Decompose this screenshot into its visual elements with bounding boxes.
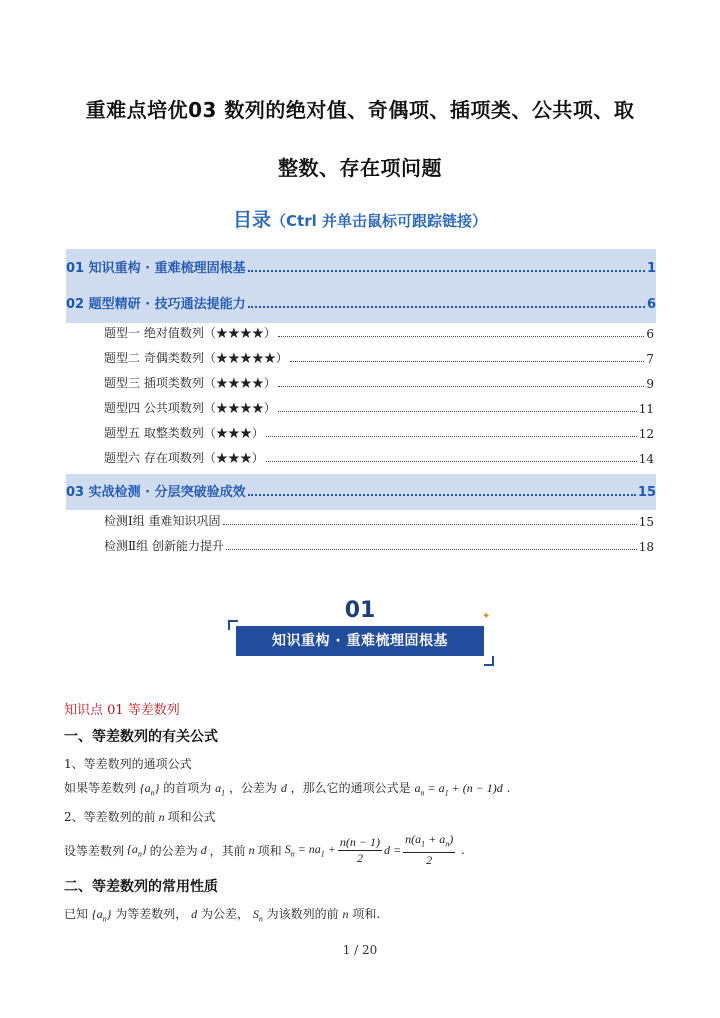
text-run: 的公差为 xyxy=(149,843,198,858)
toc-type-page: 14 xyxy=(638,452,654,466)
toc-leader xyxy=(266,461,637,462)
toc-leader xyxy=(226,549,637,550)
text-run: 2、等差数列的前 xyxy=(64,810,156,824)
toc-type-page: 12 xyxy=(638,427,654,441)
toc-type-link[interactable] xyxy=(104,423,654,441)
page-number: 1 / 20 xyxy=(342,943,378,957)
toc-leader xyxy=(278,411,637,412)
paragraph-general-term: 如果等差数列 $\{a_n\}$ 的首项为 $a_1$ ，公差为 d ，那么它的通项公式是 $a_n = a_1 + (n - 1)d$ . xyxy=(64,781,511,798)
text-run: ，公差为 xyxy=(228,781,277,795)
text-run: 为该数列的前 xyxy=(266,907,339,921)
doc-title-line2: 整数、存在项问题 xyxy=(278,156,442,180)
toc-type-link[interactable] xyxy=(104,448,654,466)
toc-type-page: 6 xyxy=(646,327,654,341)
toc-leader xyxy=(248,270,645,272)
toc-section-label: 01 知识重构 · 重难梳理固根基 xyxy=(66,261,246,276)
toc-type-label: 题型一 绝对值数列（★★★★） xyxy=(104,326,276,340)
knowledge-point-title: 知识点 01 等差数列 xyxy=(64,703,180,718)
toc-leader xyxy=(290,361,645,362)
toc-test-label: 检测Ⅱ组 创新能力提升 xyxy=(104,539,224,553)
toc-section-page: 15 xyxy=(637,485,656,500)
banner-corner xyxy=(484,656,494,666)
heading-formulas: 一、等差数列的有关公式 xyxy=(64,729,218,745)
toc-leader xyxy=(223,524,637,525)
toc-type-label: 题型四 公共项数列（★★★★） xyxy=(104,401,276,415)
toc-test-label: 检测Ⅰ组 重难知识巩固 xyxy=(104,514,221,528)
toc-type-page: 11 xyxy=(638,402,654,416)
toc-leader xyxy=(248,306,645,308)
text-run: 已知 xyxy=(64,907,89,921)
toc-test-link[interactable] xyxy=(104,536,654,554)
heading-properties: 二、等差数列的常用性质 xyxy=(64,879,218,895)
toc-heading-note: （Ctrl 并单击鼠标可跟踪链接） xyxy=(271,212,487,230)
text-run: 项和 xyxy=(257,843,282,858)
toc-heading-title: 目录 xyxy=(233,209,272,231)
text-run: ，那么它的通项公式是 xyxy=(290,781,411,795)
section-banner-number: 01 xyxy=(344,598,376,623)
toc-leader xyxy=(248,494,636,496)
toc-heading xyxy=(0,205,720,232)
text-run: ，其前 xyxy=(209,843,246,858)
toc-section-label: 02 题型精研 · 技巧通法提能力 xyxy=(66,297,246,312)
text-run: 为等差数列， xyxy=(115,907,188,921)
toc-leader xyxy=(266,436,637,437)
toc-section-label: 03 实战检测 · 分层突破验成效 xyxy=(66,485,246,500)
toc-type-label: 题型三 插项类数列（★★★★） xyxy=(104,376,276,390)
toc-type-label: 题型二 奇偶类数列（★★★★★） xyxy=(104,351,288,365)
text-run: 如果等差数列 xyxy=(64,781,137,795)
toc-test-page: 18 xyxy=(638,540,654,554)
toc-section-page: 1 xyxy=(646,261,656,276)
toc-type-page: 7 xyxy=(646,352,654,366)
toc-type-link[interactable] xyxy=(104,373,654,391)
toc-test-link[interactable] xyxy=(104,511,654,529)
toc-leader xyxy=(278,386,645,387)
toc-type-link[interactable] xyxy=(104,398,654,416)
toc-type-page: 9 xyxy=(646,377,654,391)
toc-test-page: 15 xyxy=(638,515,654,529)
toc-type-label: 题型六 存在项数列（★★★） xyxy=(104,451,264,465)
toc-section-page: 6 xyxy=(646,297,656,312)
toc-section-link[interactable] xyxy=(66,290,656,312)
text-run: 为公差， xyxy=(200,907,249,921)
text-run: 的首项为 xyxy=(163,781,212,795)
paragraph-sum: 设等差数列 $\{a_n\}$ 的公差为 d ，其前 n 项和 $S_n = na_1$ + $\frac{n(n - 1)}{2}$ d = $\frac{n(a_1 + a_n)}{2}$ . xyxy=(64,832,465,867)
paragraph-properties: 已知 $\{a_n\}$ 为等差数列， d 为公差， $S_n$ 为该数列的前 n 项和. xyxy=(64,907,381,924)
section-banner: 知识重构 · 重难梳理固根基 xyxy=(236,626,484,656)
text-run: 项和公式 xyxy=(167,810,216,824)
text-run: 项和. xyxy=(352,907,381,921)
subheading-sum: 2、等差数列的前 n 项和公式 xyxy=(64,810,216,824)
sparkle-icon: ✦ xyxy=(482,611,491,622)
toc-type-link[interactable] xyxy=(104,323,654,341)
text-run: 设等差数列 xyxy=(64,843,125,858)
toc-section-link[interactable] xyxy=(66,254,656,276)
toc-type-label: 题型五 取整类数列（★★★） xyxy=(104,426,264,440)
doc-title-line1: 重难点培优03 数列的绝对值、奇偶项、插项类、公共项、取 xyxy=(85,98,635,122)
toc-leader xyxy=(278,336,645,337)
subheading-general-term: 1、等差数列的通项公式 xyxy=(64,757,192,771)
toc-type-link[interactable] xyxy=(104,348,654,366)
toc-section-link[interactable] xyxy=(66,478,656,500)
